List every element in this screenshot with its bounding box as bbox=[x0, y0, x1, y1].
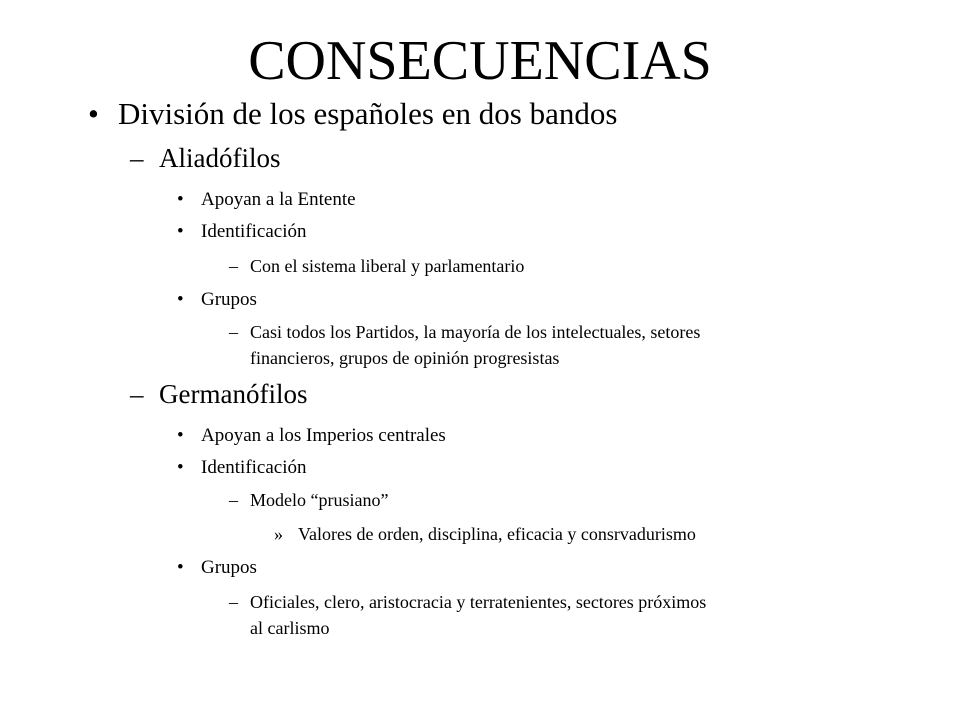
chevron-marker: » bbox=[274, 524, 283, 544]
bullet-marker: • bbox=[177, 457, 184, 478]
bullet-text: Grupos bbox=[201, 557, 257, 578]
subbullet-text: Oficiales, clero, aristocracia y terratenientes, sectores próximos bbox=[250, 592, 707, 612]
subbullet-text: Con el sistema liberal y parlamentario bbox=[250, 256, 525, 276]
dash-marker: – bbox=[229, 592, 238, 612]
slide-title: CONSECUENCIAS bbox=[248, 30, 712, 92]
subbullet-text: al carlismo bbox=[250, 618, 330, 638]
dash-marker: – bbox=[130, 379, 144, 409]
bullet-text: Apoyan a la Entente bbox=[201, 189, 356, 210]
bullet-text: Identificación bbox=[201, 221, 307, 242]
bullet-marker: • bbox=[177, 221, 184, 242]
bullet-marker: • bbox=[88, 96, 99, 131]
subbullet-text: Modelo “prusiano” bbox=[250, 490, 389, 510]
subheading-text: Germanófilos bbox=[159, 379, 308, 409]
bullet-text: Apoyan a los Imperios centrales bbox=[201, 425, 446, 446]
bullet-text: Identificación bbox=[201, 457, 307, 478]
dash-marker: – bbox=[229, 256, 238, 276]
dash-marker: – bbox=[229, 322, 238, 342]
bullet-marker: • bbox=[177, 557, 184, 578]
subbullet-text: financieros, grupos de opinión progresistas bbox=[250, 348, 560, 368]
subsubbullet-text: Valores de orden, disciplina, eficacia y consrvadurismo bbox=[298, 524, 696, 544]
bullet-text: División de los españoles en dos bandos bbox=[118, 96, 618, 131]
dash-marker: – bbox=[130, 143, 144, 173]
dash-marker: – bbox=[229, 490, 238, 510]
bullet-marker: • bbox=[177, 425, 184, 446]
subheading-text: Aliadófilos bbox=[159, 143, 281, 173]
subbullet-text: Casi todos los Partidos, la mayoría de los intelectuales, setores bbox=[250, 322, 701, 342]
bullet-marker: • bbox=[177, 289, 184, 310]
bullet-marker: • bbox=[177, 189, 184, 210]
bullet-text: Grupos bbox=[201, 289, 257, 310]
